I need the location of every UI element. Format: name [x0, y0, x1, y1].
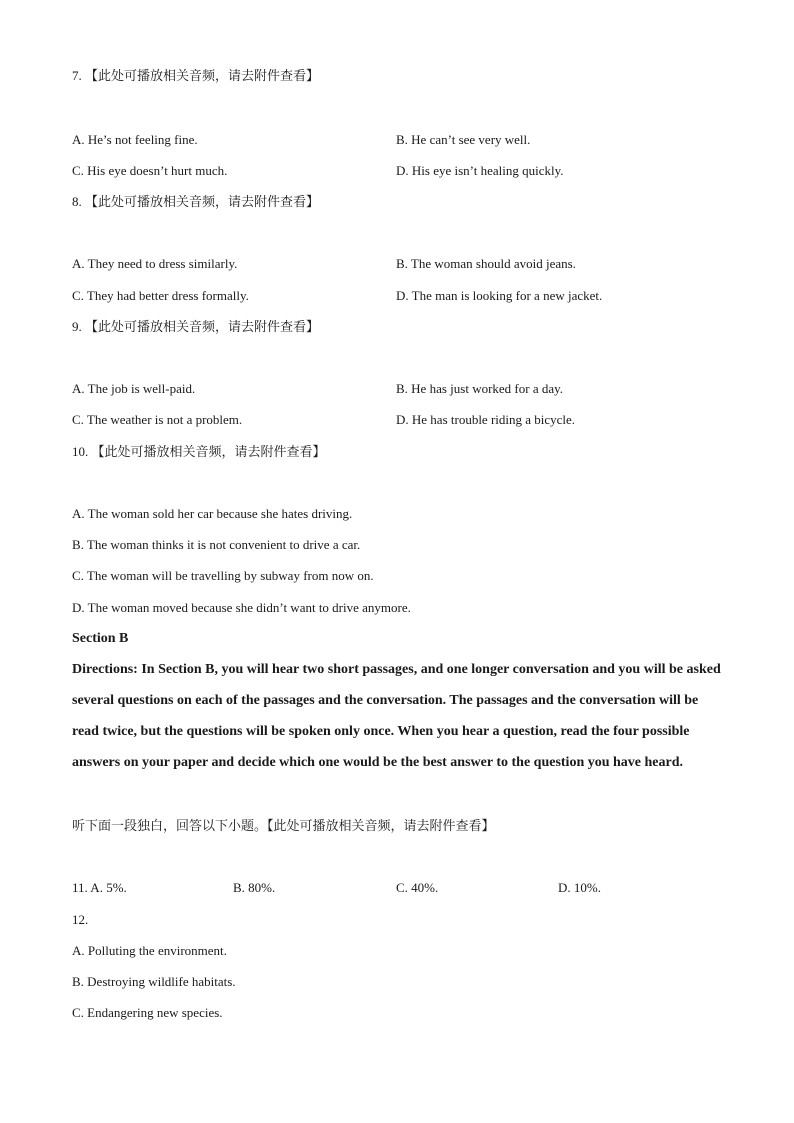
question-7-header: 7. 【此处可播放相关音频，请去附件查看】 — [72, 68, 320, 83]
option-b: B. He can’t see very well. — [396, 132, 531, 147]
option-d: D. The man is looking for a new jacket. — [396, 288, 603, 303]
option-d: D. He has trouble riding a bicycle. — [396, 412, 576, 427]
option-b: B. Destroying wildlife habitats. — [72, 974, 236, 989]
option-c: C. Endangering new species. — [72, 1005, 223, 1020]
option-d: D. 10%. — [558, 880, 601, 895]
monologue-prompt: 听下面一段独白，回答以下小题。【此处可播放相关音频，请去附件查看】 — [72, 818, 495, 833]
option-c: C. His eye doesn’t hurt much. — [72, 163, 228, 178]
option-c: C. The woman will be travelling by subway from now on. — [72, 568, 374, 583]
option-b: B. The woman should avoid jeans. — [396, 256, 576, 271]
section-b-directions: Directions: In Section B, you will hear two short passages, and one longer conversation and you will be asked several questions on each of the passages and the conversation. The passages and the conversation will be read twice, but the questions will be spoken only once. When you hear a question, read the four possible answers on your paper and decide which one would be the best answer to the question you have heard. — [72, 662, 721, 770]
option-d: D. His eye isn’t healing quickly. — [396, 163, 564, 178]
option-b: B. He has just worked for a day. — [396, 381, 564, 396]
option-a: A. He’s not feeling fine. — [72, 132, 198, 147]
question-10-header: 10. 【此处可播放相关音频，请去附件查看】 — [72, 444, 326, 459]
option-d: D. The woman moved because she didn’t want to drive anymore. — [72, 600, 411, 615]
option-a: 11. A. 5%. — [72, 880, 127, 895]
option-c: C. The weather is not a problem. — [72, 412, 243, 427]
option-a: A. The job is well-paid. — [72, 381, 196, 396]
option-b: B. 80%. — [233, 880, 276, 895]
question-8-header: 8. 【此处可播放相关音频，请去附件查看】 — [72, 194, 320, 209]
question-12-header: 12. — [72, 912, 89, 927]
question-9-header: 9. 【此处可播放相关音频，请去附件查看】 — [72, 319, 320, 334]
option-a: A. Polluting the environment. — [72, 943, 227, 958]
option-b: B. The woman thinks it is not convenient to drive a car. — [72, 537, 361, 552]
option-a: A. They need to dress similarly. — [72, 256, 238, 271]
option-a: A. The woman sold her car because she hates driving. — [72, 506, 353, 521]
option-c: C. 40%. — [396, 880, 439, 895]
option-c: C. They had better dress formally. — [72, 288, 249, 303]
section-b-title: Section B — [72, 631, 129, 646]
